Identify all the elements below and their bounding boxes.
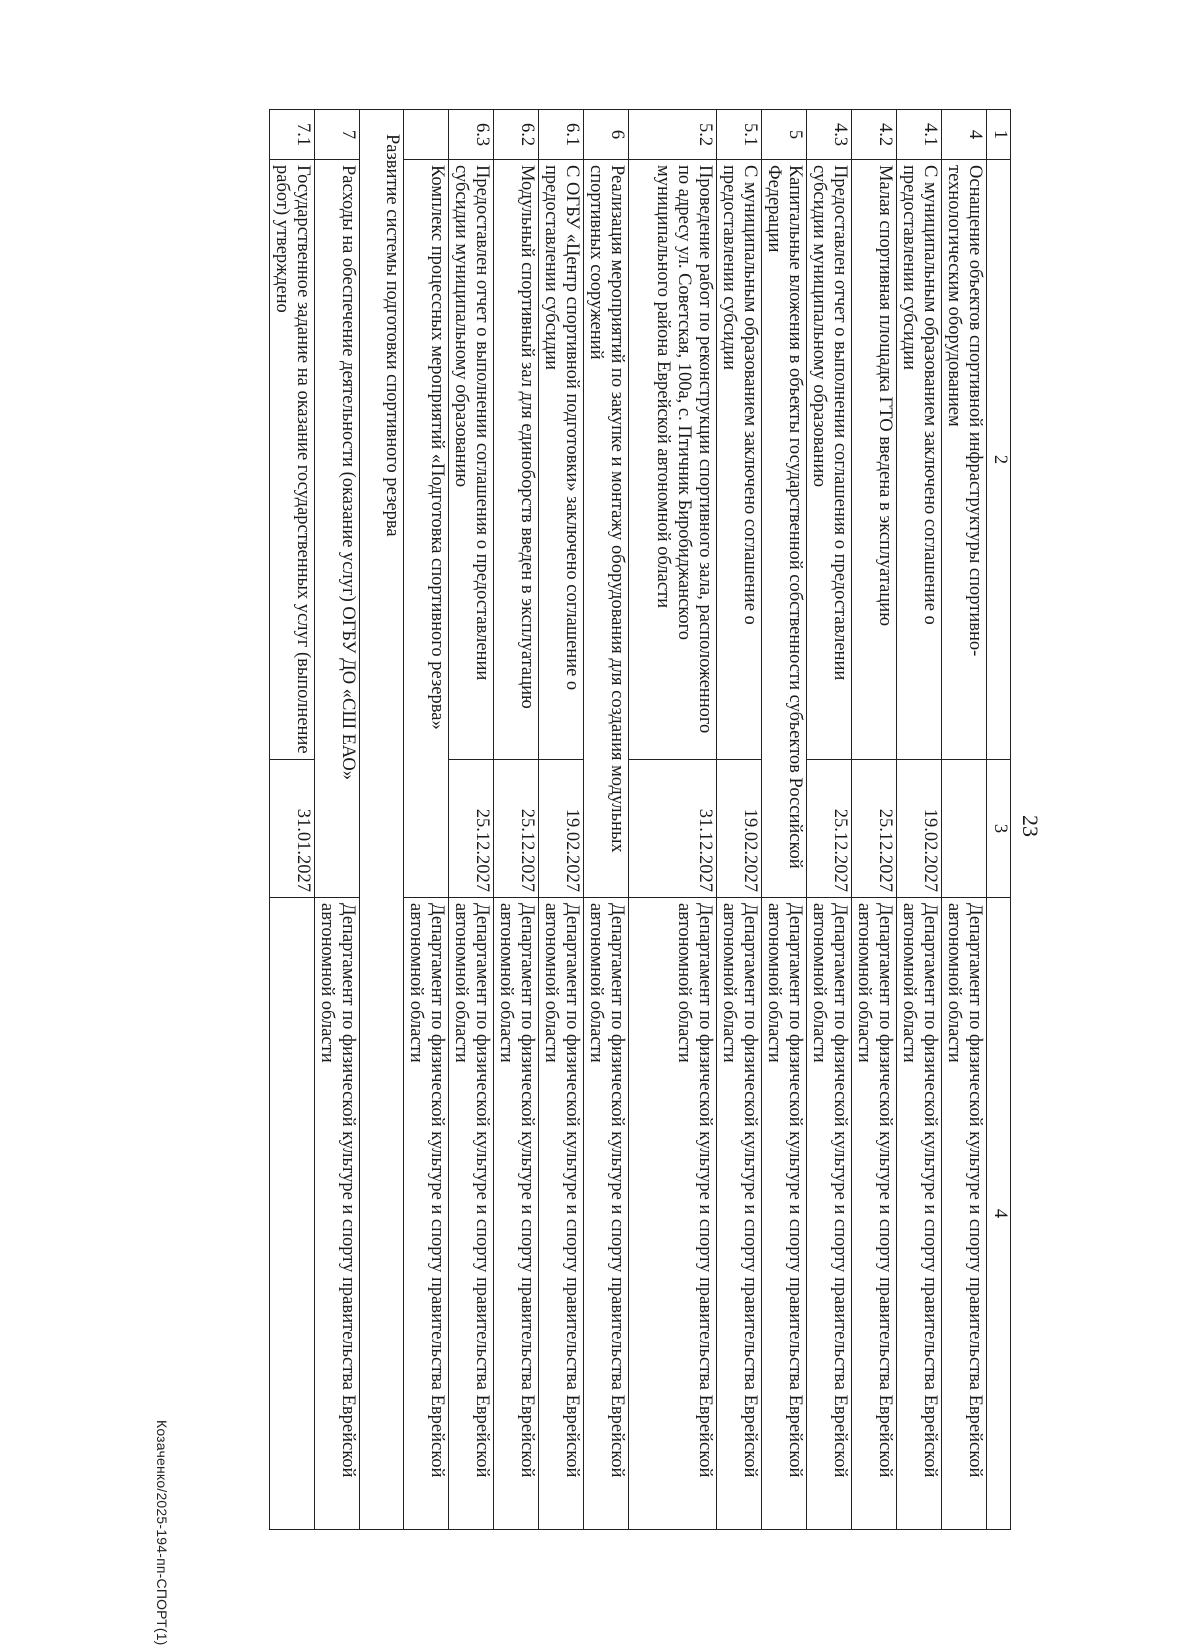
section-row	[360, 110, 404, 1530]
row-description: Предоставлен отчет о выполнении соглашения о предоставлении субсидии муниципальному образованию	[449, 160, 494, 760]
row-number: 7.1	[270, 110, 315, 160]
row-date: 25.12.2027	[449, 760, 494, 898]
row-description: С муниципальным образованием заключено соглашение о предоставлении субсидии	[897, 160, 942, 760]
table-row	[494, 110, 539, 1530]
row-number: 5.1	[717, 110, 762, 160]
row-description: Государственное задание на оказание государственных услуг (выполнение работ) утверждено	[270, 160, 315, 760]
row-description: С ОГБУ «Центр спортивной подготовки» заключено соглашение о предоставлении субсидии	[539, 160, 584, 760]
row-description: С муниципальным образованием заключено соглашение о предоставлении субсидии	[717, 160, 762, 760]
table-row	[942, 110, 987, 1530]
row-description: Расходы на обеспечение деятельности (оказание услуг) ОГБУ ДО «СШ ЕАО»	[315, 160, 360, 898]
row-description: Капитальные вложения в объекты государственной собственности субъектов Российской Федерации	[762, 160, 807, 898]
row-responsible: Департамент по физической культуре и спорту правительства Еврейской автономной области	[315, 898, 360, 1530]
row-responsible: Департамент по физической культуре и спорту правительства Еврейской автономной области	[629, 898, 717, 1530]
row-responsible: Департамент по физической культуре и спорту правительства Еврейской автономной области	[897, 898, 942, 1530]
row-responsible: Департамент по физической культуре и спорту правительства Еврейской автономной области	[404, 898, 449, 1530]
row-description: Оснащение объектов спортивной инфраструктуры спортивно-технологическим оборудованием	[942, 160, 987, 760]
row-number: 6.2	[494, 110, 539, 160]
row-number: 5.2	[629, 110, 717, 160]
row-responsible: Департамент по физической культуре и спорту правительства Еврейской автономной области	[852, 898, 897, 1530]
section-title: Развитие системы подготовки спортивного резерва	[360, 110, 404, 1530]
row-date: 19.02.2027	[539, 760, 584, 898]
row-date: 31.01.2027	[270, 760, 315, 898]
row-date	[942, 760, 987, 898]
row-number: 5	[762, 110, 807, 160]
row-responsible: Департамент по физической культуре и спорту правительства Еврейской автономной области	[717, 898, 762, 1530]
row-responsible: Департамент по физической культуре и спорту правительства Еврейской автономной области	[584, 898, 629, 1530]
table-row	[762, 110, 807, 1530]
row-description: Комплекс процессных мероприятий «Подготовка спортивного резерва»	[404, 160, 449, 898]
table-row	[584, 110, 629, 1530]
row-number: 6.1	[539, 110, 584, 160]
header-cell-1: 1	[987, 110, 1011, 160]
table-row	[315, 110, 360, 1530]
table-row	[629, 110, 717, 1530]
row-responsible	[270, 898, 315, 1530]
row-description: Малая спортивная площадка ГТО введена в эксплуатацию	[852, 160, 897, 760]
row-number: 6	[584, 110, 629, 160]
row-description: Предоставлен отчет о выполнении соглашения о предоставлении субсидии муниципальному образованию	[807, 160, 852, 760]
row-number: 4	[942, 110, 987, 160]
table-row	[270, 110, 315, 1530]
row-number: 6.3	[449, 110, 494, 160]
row-number: 4.2	[852, 110, 897, 160]
header-cell-3: 3	[987, 760, 1011, 898]
row-number: 4.3	[807, 110, 852, 160]
row-date: 25.12.2027	[494, 760, 539, 898]
row-responsible: Департамент по физической культуре и спорту правительства Еврейской автономной области	[539, 898, 584, 1530]
row-date: 19.02.2027	[717, 760, 762, 898]
row-number	[404, 110, 449, 160]
document-footer-code: Козаченко/2025-194-пп-СПОРТ(1)	[154, 1420, 170, 1646]
row-number: 7	[315, 110, 360, 160]
row-responsible: Департамент по физической культуре и спорту правительства Еврейской автономной области	[449, 898, 494, 1530]
page-number: 23	[1018, 815, 1043, 837]
row-responsible: Департамент по физической культуре и спорту правительства Еврейской автономной области	[942, 898, 987, 1530]
row-number: 4.1	[897, 110, 942, 160]
table-row	[897, 110, 942, 1530]
table-row	[404, 110, 449, 1530]
table-row	[449, 110, 494, 1530]
header-cell-2: 2	[987, 160, 1011, 760]
row-description: Модульный спортивный зал для единоборств введен в эксплуатацию	[494, 160, 539, 760]
row-date: 25.12.2027	[807, 760, 852, 898]
header-cell-4: 4	[987, 898, 1011, 1530]
row-date: 19.02.2027	[897, 760, 942, 898]
row-responsible: Департамент по физической культуре и спорту правительства Еврейской автономной области	[494, 898, 539, 1530]
header-row	[987, 110, 1011, 1530]
row-description: Проведение работ по реконструкции спортивного зала, расположенного по адресу ул. Советская, 100а, с. Птичник Биробиджанского муниципального района Еврейской автономной области	[629, 160, 717, 760]
row-description: Реализация мероприятий по закупке и монтажу оборудования для создания модульных спортивных сооружений	[584, 160, 629, 898]
row-responsible: Департамент по физической культуре и спорту правительства Еврейской автономной области	[807, 898, 852, 1530]
table-row	[539, 110, 584, 1530]
row-date: 31.12.2027	[629, 760, 717, 898]
plan-table	[269, 109, 1011, 1530]
row-date: 25.12.2027	[852, 760, 897, 898]
table-row	[807, 110, 852, 1530]
table-row	[717, 110, 762, 1530]
table-row	[852, 110, 897, 1530]
row-responsible: Департамент по физической культуре и спорту правительства Еврейской автономной области	[762, 898, 807, 1530]
